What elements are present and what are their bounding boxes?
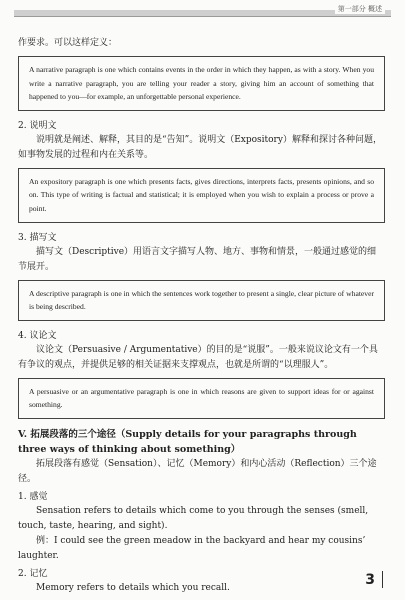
memory-body: Memory refers to details which you recall. [36,582,230,593]
page-content [18,36,385,596]
argumentative-definition-box [18,378,385,419]
expository-definition: An expository paragraph is one which presents facts, gives directions, interprets facts, presents opinions, and so on. This type of writing is factual and statistical; it is employed when you wish to explain a process or prove a point. [29,176,374,213]
narrative-definition: A narrative paragraph is one which contains events in the order in which they happen, as with a story. When you write a narrative paragraph, you are telling your reader a story, giving him an account of something that happened to you—for example, an unforgettable personal experience. [29,65,374,102]
narrative-definition-box [18,56,385,111]
memory-title: 2. 记忆 [18,568,48,579]
expository-body: 说明就是阐述、解释，其目的是“告知”。说明文（Expository）解释和探讨各种问题，如事物发展的过程和内在关系等。 [18,134,382,160]
expository-title: 2. 说明文 [18,120,57,131]
running-header: 第一部分 概述 [335,4,385,14]
page-number: 3 [365,572,375,588]
sensation-example: 例：I could see the green meadow in the backyard and hear my cousins’ laughter. [18,535,366,561]
sensation-title: 1. 感觉 [18,491,48,502]
section-v-body: 拓展段落有感觉（Sensation）、记忆（Memory）和内心活动（Reflection）三个途径。 [18,458,377,484]
descriptive-body: 描写文（Descriptive）用语言文字描写人物、地方、事物和情景，一般通过感觉的细节展开。 [18,246,377,272]
descriptive-definition: A descriptive paragraph is one in which the sentences work together to present a single, clear picture of whatever is being described. [29,288,374,312]
descriptive-title: 3. 描写文 [18,232,57,243]
argumentative-body: 议论文（Persuasive / Argumentative）的目的是“说服”。一般来说议论文有一个具有争议的观点，并提供足够的相关证据来支撑观点，也就是所谓的“以理服人”。 [18,344,378,370]
page-number-bar [382,571,383,588]
descriptive-definition-box [18,280,385,321]
section-v-title: V. 拓展段落的三个途径（Supply details for your paragraphs through three ways of thinking about something） [18,428,357,455]
expository-definition-box [18,168,385,223]
argumentative-title: 4. 议论文 [18,330,57,341]
sensation-body: Sensation refers to details which come to you through the senses (smell, touch, taste, hearing, and sight). [18,505,369,531]
argumentative-definition: A persuasive or an argumentative paragraph is one in which reasons are given to support ideas for or against something. [29,386,374,410]
intro-text: 作要求。可以这样定义： [18,38,118,48]
